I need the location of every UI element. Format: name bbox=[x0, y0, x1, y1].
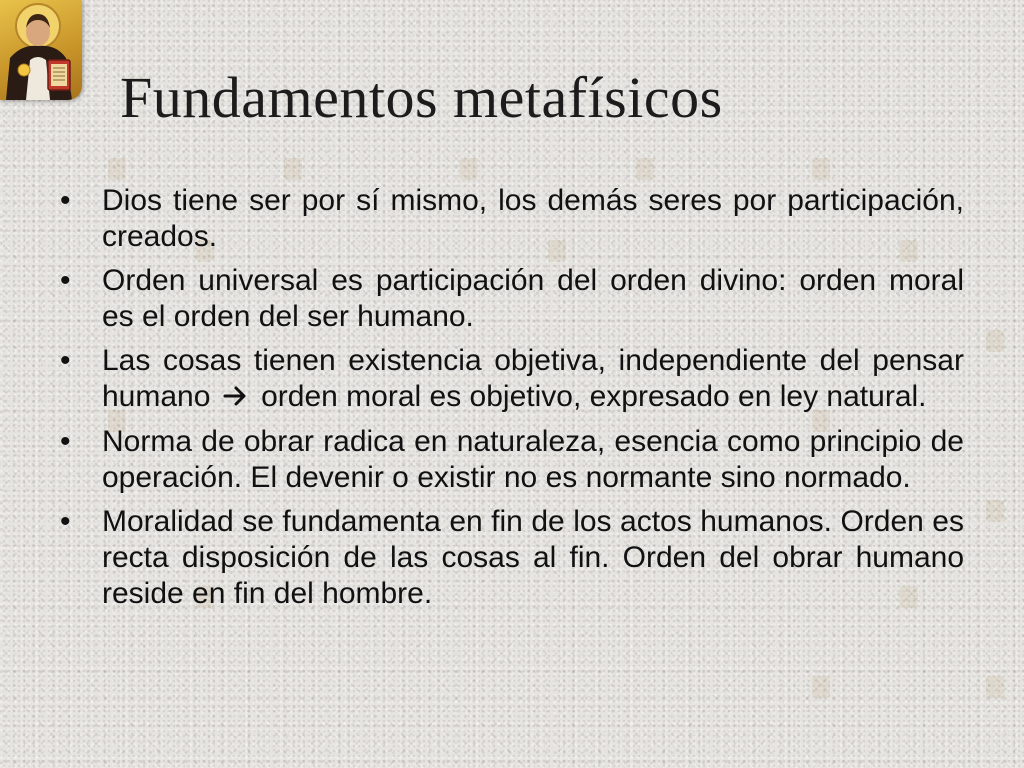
bullet-symbol: • bbox=[60, 264, 71, 297]
bullet-text: Dios tiene ser por sí mismo, los demás seres por participación, creados. bbox=[102, 184, 964, 253]
bullet-text: Moralidad se fundamenta en fin de los actos humanos. Orden es recta disposición de las cosas al fin. Orden del obrar humano reside en fin del hombre. bbox=[102, 505, 964, 611]
bullet-item-2 bbox=[58, 263, 964, 335]
bullet-item-3 bbox=[58, 343, 964, 416]
bullet-symbol: • bbox=[60, 425, 71, 459]
bullet-text: Orden universal es participación del orden divino: orden moral es el orden del ser humano. bbox=[102, 264, 964, 333]
bullet-item-1 bbox=[58, 183, 964, 255]
slide-title: Fundamentos metafísicos bbox=[120, 65, 723, 130]
saint-portrait-icon bbox=[0, 0, 82, 100]
bullet-item-5 bbox=[58, 504, 964, 612]
bullet-symbol: • bbox=[60, 184, 71, 217]
bullet-text-before-arrow: Las cosas tienen existencia objetiva, independiente del pensar humano bbox=[102, 344, 964, 413]
bullet-text: Norma de obrar radica en naturaleza, esencia como principio de operación. El devenir o existir no es normante sino normado. bbox=[102, 425, 964, 495]
bullet-item-4 bbox=[58, 424, 964, 496]
bullet-symbol: • bbox=[60, 505, 71, 539]
right-arrow-icon bbox=[223, 380, 249, 416]
bullet-symbol: • bbox=[60, 344, 71, 377]
bullet-text-after-arrow: orden moral es objetivo, expresado en ley natural. bbox=[261, 380, 927, 413]
bullet-list bbox=[58, 183, 964, 620]
